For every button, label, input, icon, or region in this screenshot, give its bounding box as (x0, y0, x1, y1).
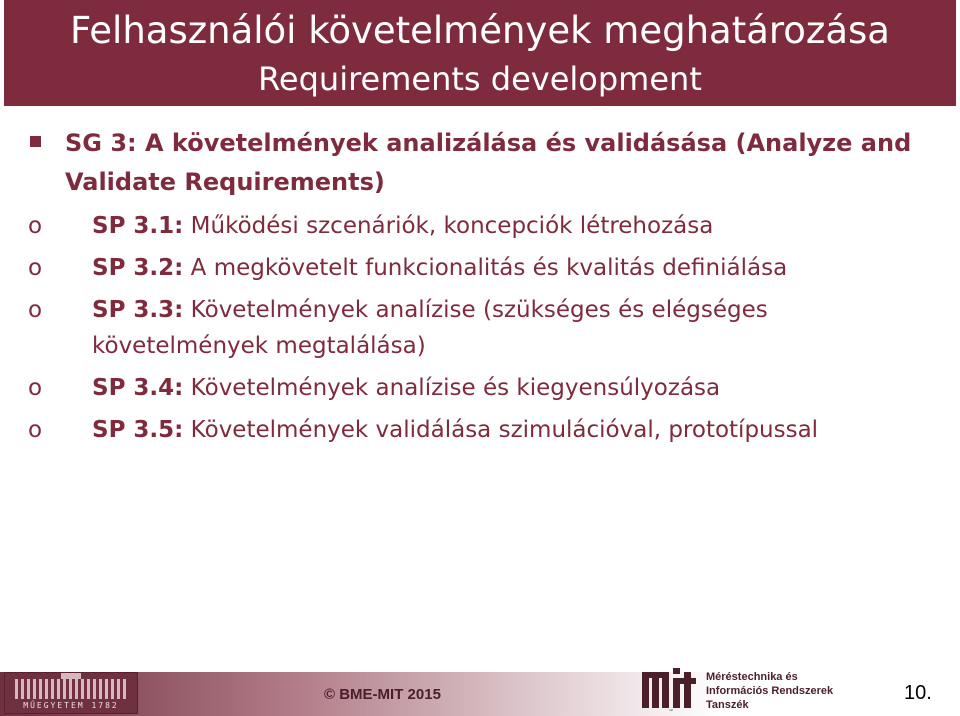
circle-bullet-icon: o (28, 375, 43, 401)
main-bullet-line2: Validate Requirements) (65, 168, 385, 196)
square-bullet-icon (30, 136, 41, 147)
sp-code: SP 3.3: (92, 297, 184, 323)
circle-bullet-icon: o (28, 417, 43, 443)
slide-title: Felhasználói követelmények meghatározása (70, 9, 890, 52)
sp-code: SP 3.1: (92, 213, 184, 239)
building-icon (15, 679, 127, 699)
circle-bullet-icon: o (28, 297, 43, 323)
slide-content (28, 124, 938, 454)
sp-code: SP 3.2: (92, 255, 184, 281)
bme-logo (4, 672, 138, 714)
sp-code: SP 3.4: (92, 375, 184, 401)
sp-text: Működési szcenáriók, koncepciók létrehozása (183, 213, 714, 239)
slide-subtitle: Requirements development (258, 60, 702, 98)
sub-bullet-item (28, 370, 938, 406)
sp-text: Követelmények validálása szimulációval, prototípussal (183, 417, 819, 443)
sub-bullet-item (28, 412, 938, 448)
department-line1: Méréstechnika és (706, 671, 798, 683)
sp-text-continued: követelmények megtalálása) (92, 333, 426, 359)
sp-text: Követelmények analízise és kiegyensúlyozása (183, 375, 721, 401)
circle-bullet-icon: o (28, 255, 43, 281)
department-line2: Információs Rendszerek (706, 685, 834, 697)
sp-code: SP 3.5: (92, 417, 184, 443)
sub-bullet-item (28, 208, 938, 244)
department-name (706, 670, 833, 712)
sub-bullet-item (28, 250, 938, 286)
sub-bullet-item (28, 292, 938, 364)
mit-logo-text: mit (669, 708, 673, 712)
bme-logo-caption: MŰEGYETEM 1782 (23, 701, 119, 710)
main-bullet-item (28, 124, 938, 202)
main-bullet-line1: SG 3: A követelmények analizálása és validásása (Analyze and (65, 129, 912, 157)
copyright-text: © BME-MIT 2015 (324, 686, 441, 703)
sp-text: Követelmények analízise (szükséges és elégséges (183, 297, 768, 323)
mit-logo (640, 668, 702, 712)
department-line3: Tanszék (706, 699, 749, 711)
page-number: 10. (904, 682, 932, 704)
slide-header (4, 0, 956, 106)
sp-text: A megkövetelt funkcionalitás és kvalitás definiálása (183, 255, 788, 281)
circle-bullet-icon: o (28, 213, 43, 239)
sub-bullet-list (28, 208, 938, 448)
